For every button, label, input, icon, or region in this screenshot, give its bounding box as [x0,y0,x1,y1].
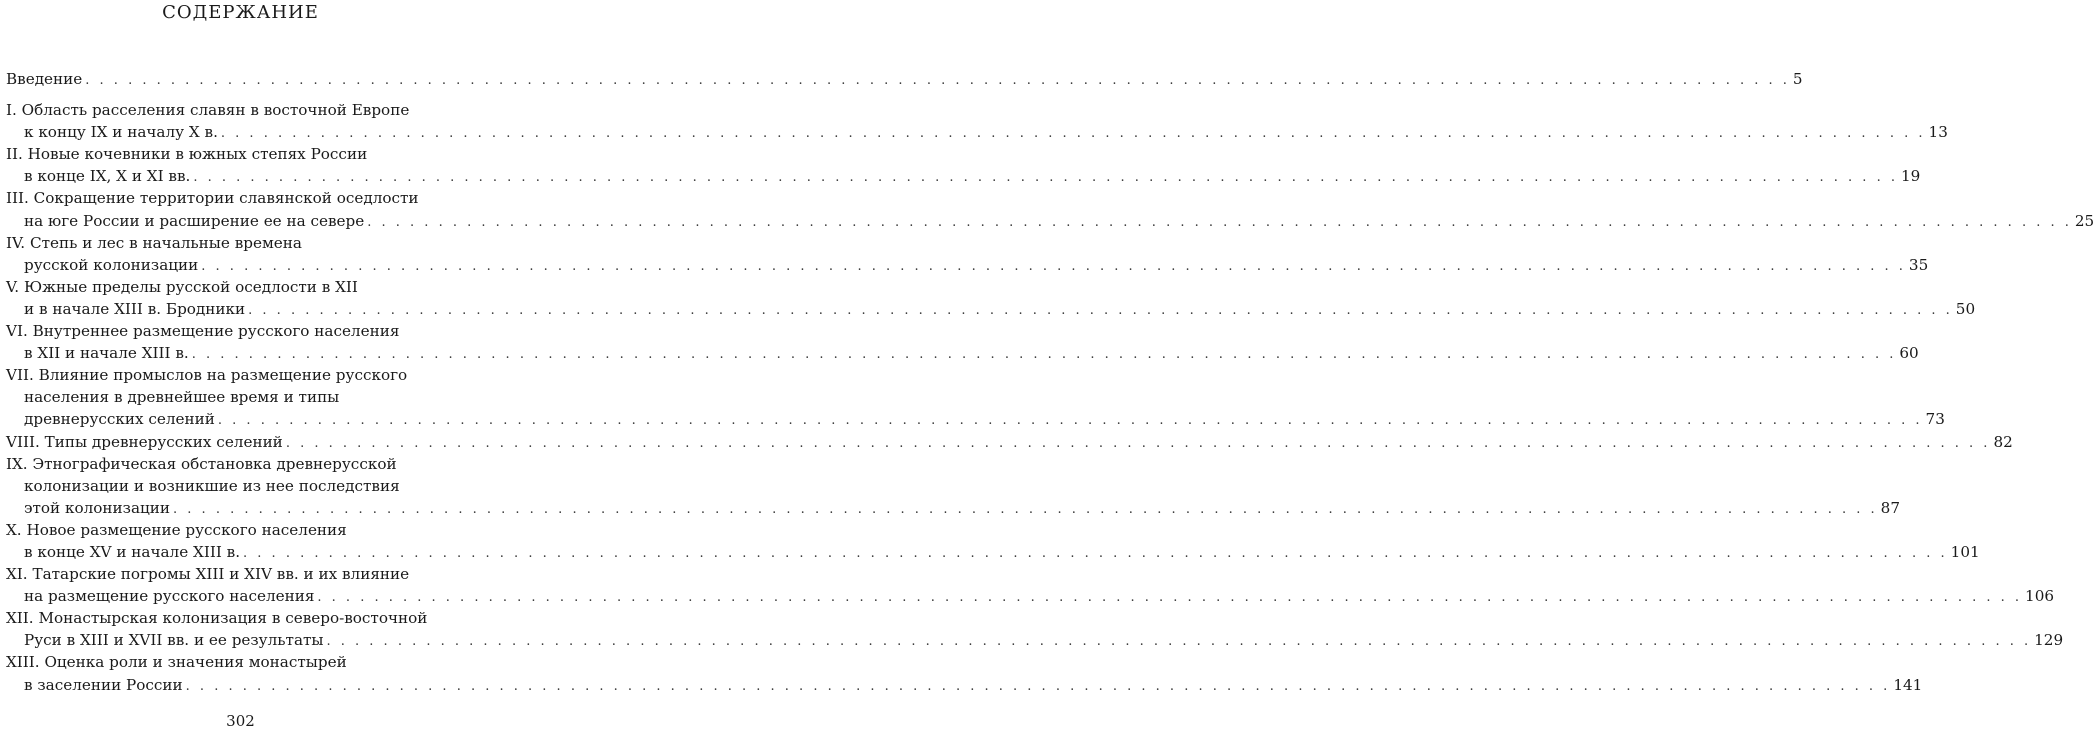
toc-page-number: 129 [2034,631,2064,650]
toc-entry [0,431,2013,453]
toc-entry-text: XIII. Оценка роли и значения монастырей [6,653,347,672]
toc-entry-line [0,165,1921,187]
toc-entry-line [0,651,481,673]
toc-entry-line [0,364,481,386]
toc-entry [0,453,1900,519]
toc-entry-line [0,210,2094,232]
toc-entry [0,68,1803,90]
toc-entry-text: древнерусских селений [24,410,215,429]
dot-leader: . . . . . . . . . . . . . . . . . . . . . . . . . . . . . . . . . . . . . . . . . . . . . . . . . . . . . . . . . . . . . . . . . . . . . . . . . . . . . . . . . . . . . . . . . . . . . . . . . . . . . . . . . . . . . . . . . . . . . . . . [248,302,1953,318]
toc-entry [0,364,1945,430]
toc-entry-text: этой колонизации [24,498,171,517]
toc-entry-text: в конце IX, X и XI вв. [24,167,191,186]
toc-page-number: 25 [2074,211,2094,230]
toc-entry-line [0,431,2013,453]
dot-leader: . . . . . . . . . . . . . . . . . . . . . . . . . . . . . . . . . . . . . . . . . . . . . . . . . . . . . . . . . . . . . . . . . . . . . . . . . . . . . . . . . . . . . . . . . . . . . . . . . . . . . . . . . . . . . . . . . . . . . . . . [173,501,1878,517]
toc-entry-line [0,298,1976,320]
toc-entry [0,563,2055,607]
toc-entry-text: на юге России и расширение ее на севере [24,211,365,230]
toc-entry-text: в XII и начале XIII в. [24,344,189,363]
toc-page-number: 50 [1955,299,1976,318]
toc-entry-line [0,320,481,342]
toc-entry [0,519,1980,563]
toc-page-number: 35 [1908,255,1929,274]
toc-entry-text: русской колонизации [24,255,199,274]
toc-entry-text: в конце XV и начале XIII в. [24,542,241,561]
toc-entry-text: X. Новое размещение русского населения [6,520,347,539]
page-title: СОДЕРЖАНИЕ [162,2,319,23]
toc-entry-line [0,541,1980,563]
toc-entry-line [0,121,1948,143]
toc-entry-line [0,453,481,475]
dot-leader: . . . . . . . . . . . . . . . . . . . . . . . . . . . . . . . . . . . . . . . . . . . . . . . . . . . . . . . . . . . . . . . . . . . . . . . . . . . . . . . . . . . . . . . . . . . . . . . . . . . . . . . . . . . . . . . . . . . . . . . . [193,170,1898,186]
toc-page-number: 60 [1899,344,1919,363]
dot-leader: . . . . . . . . . . . . . . . . . . . . . . . . . . . . . . . . . . . . . . . . . . . . . . . . . . . . . . . . . . . . . . . . . . . . . . . . . . . . . . . . . . . . . . . . . . . . . . . . . . . . . . . . . . . . . . . . . . . . . . . . [326,634,2032,650]
dot-leader: . . . . . . . . . . . . . . . . . . . . . . . . . . . . . . . . . . . . . . . . . . . . . . . . . . . . . . . . . . . . . . . . . . . . . . . . . . . . . . . . . . . . . . . . . . . . . . . . . . . . . . . . . . . . . . . . . . . . . . . . [217,413,1923,429]
dot-leader: . . . . . . . . . . . . . . . . . . . . . . . . . . . . . . . . . . . . . . . . . . . . . . . . . . . . . . . . . . . . . . . . . . . . . . . . . . . . . . . . . . . . . . . . . . . . . . . . . . . . . . . . . . . . . . . . . . . . . . . . [185,678,1891,694]
toc-entry-line [0,629,2064,651]
toc-entry-line [0,585,2055,607]
toc-page-number: 141 [1893,675,1923,694]
toc-entry-text: XI. Татарские погромы XIII и XIV вв. и их влияние [6,565,410,584]
toc-entry-text: Руси в XIII и XVII вв. и ее результаты [24,631,324,650]
toc-page-number: 82 [1993,432,2013,451]
toc-entry-text: I. Область расселения славян в восточной Европе [6,101,410,120]
toc-entry-text: II. Новые кочевники в южных степях России [6,145,368,164]
toc-entry [0,187,2094,231]
toc-entry-line [0,187,481,209]
toc-entry-text: V. Южные пределы русской оседлости в XII [6,277,358,296]
toc-entry-text: XII. Монастырская колонизация в северо-восточной [6,609,428,628]
toc-entry-text: колонизации и возникшие из нее последствия [24,476,400,495]
toc-entry-line [0,607,481,629]
toc-page-number: 19 [1900,167,1921,186]
toc-page-number: 101 [1950,542,1980,561]
toc-entry-text: Введение [6,70,83,88]
toc-page-number: 106 [2025,587,2055,606]
table-of-contents [0,68,2094,696]
toc-entry-line [0,342,1919,364]
toc-page-number: 73 [1925,410,1945,429]
toc-entry-line [0,408,1945,430]
toc-entry-text: VIII. Типы древнерусских селений [6,432,283,451]
toc-entry-line [0,276,481,298]
dot-leader: . . . . . . . . . . . . . . . . . . . . . . . . . . . . . . . . . . . . . . . . . . . . . . . . . . . . . . . . . . . . . . . . . . . . . . . . . . . . . . . . . . . . . . . . . . . . . . . . . . . . . . . . . . . . . . . . . . . . . . . . [243,545,1948,561]
toc-entry-line [0,563,481,585]
dot-leader: . . . . . . . . . . . . . . . . . . . . . . . . . . . . . . . . . . . . . . . . . . . . . . . . . . . . . . . . . . . . . . . . . . . . . . . . . . . . . . . . . . . . . . . . . . . . . . . . . . . . . . . . . . . . . . . . . . . . . . . . [285,435,1991,451]
dot-leader: . . . . . . . . . . . . . . . . . . . . . . . . . . . . . . . . . . . . . . . . . . . . . . . . . . . . . . . . . . . . . . . . . . . . . . . . . . . . . . . . . . . . . . . . . . . . . . . . . . . . . . . . . . . . . . . . . . . . . . . . [317,590,2023,606]
toc-entry-line [0,99,481,121]
toc-entry-text: к концу IX и началу X в. [24,123,218,142]
toc-entry [0,232,1929,276]
toc-page-number: 87 [1880,498,1900,517]
toc-entry-text: и в начале XIII в. Бродники [24,299,246,318]
toc-entry-line [0,386,481,408]
toc-entry-text: в заселении России [24,675,183,694]
toc-entry-line [0,497,1900,519]
toc-entry-text: IV. Степь и лес в начальные времена [6,233,302,252]
toc-entry [0,651,1923,695]
toc-entry-line [0,674,1923,696]
dot-leader: . . . . . . . . . . . . . . . . . . . . . . . . . . . . . . . . . . . . . . . . . . . . . . . . . . . . . . . . . . . . . . . . . . . . . . . . . . . . . . . . . . . . . . . . . . . . . . . . . . . . . . . . . . . . . . . . . . . . . . . . [201,258,1906,274]
toc-entry [0,143,1921,187]
toc-entry-line [0,519,481,541]
page-number: 302 [226,712,255,730]
dot-leader: . . . . . . . . . . . . . . . . . . . . . . . . . . . . . . . . . . . . . . . . . . . . . . . . . . . . . . . . . . . . . . . . . . . . . . . . . . . . . . . . . . . . . . . . . . . . . . . . . . . . . . . . . . . . . . . . . . . . . . . . [220,126,1926,142]
toc-entry-line [0,68,1803,90]
toc-entry-line [0,475,481,497]
toc-entry-line [0,232,481,254]
toc-entry-text: III. Сокращение территории славянской оседлости [6,189,419,208]
toc-entry [0,276,1976,320]
toc-entry [0,320,1919,364]
toc-entry-text: VII. Влияние промыслов на размещение русского [6,366,408,385]
toc-entry-line [0,254,1929,276]
dot-leader: . . . . . . . . . . . . . . . . . . . . . . . . . . . . . . . . . . . . . . . . . . . . . . . . . . . . . . . . . . . . . . . . . . . . . . . . . . . . . . . . . . . . . . . . . . . . . . . . . . . . . . . . . . . . . . . . . . . . . . . . [191,347,1897,363]
toc-entry-text: населения в древнейшее время и типы [24,388,340,407]
toc-page-number: 13 [1928,123,1948,142]
toc-entry [0,99,1948,143]
toc-entry-text: на размещение русского населения [24,587,315,606]
toc-entry [0,607,2064,651]
toc-entry-line [0,143,481,165]
toc-entry-text: VI. Внутреннее размещение русского населения [6,322,400,341]
dot-leader: . . . . . . . . . . . . . . . . . . . . . . . . . . . . . . . . . . . . . . . . . . . . . . . . . . . . . . . . . . . . . . . . . . . . . . . . . . . . . . . . . . . . . . . . . . . . . . . . . . . . . . . . . . . . . . . . . . . . . . . . [85,73,1790,88]
dot-leader: . . . . . . . . . . . . . . . . . . . . . . . . . . . . . . . . . . . . . . . . . . . . . . . . . . . . . . . . . . . . . . . . . . . . . . . . . . . . . . . . . . . . . . . . . . . . . . . . . . . . . . . . . . . . . . . . . . . . . . . . [367,214,2072,230]
toc-entry-text: IX. Этнографическая обстановка древнерусской [6,454,397,473]
toc-page-number: 5 [1792,70,1803,88]
